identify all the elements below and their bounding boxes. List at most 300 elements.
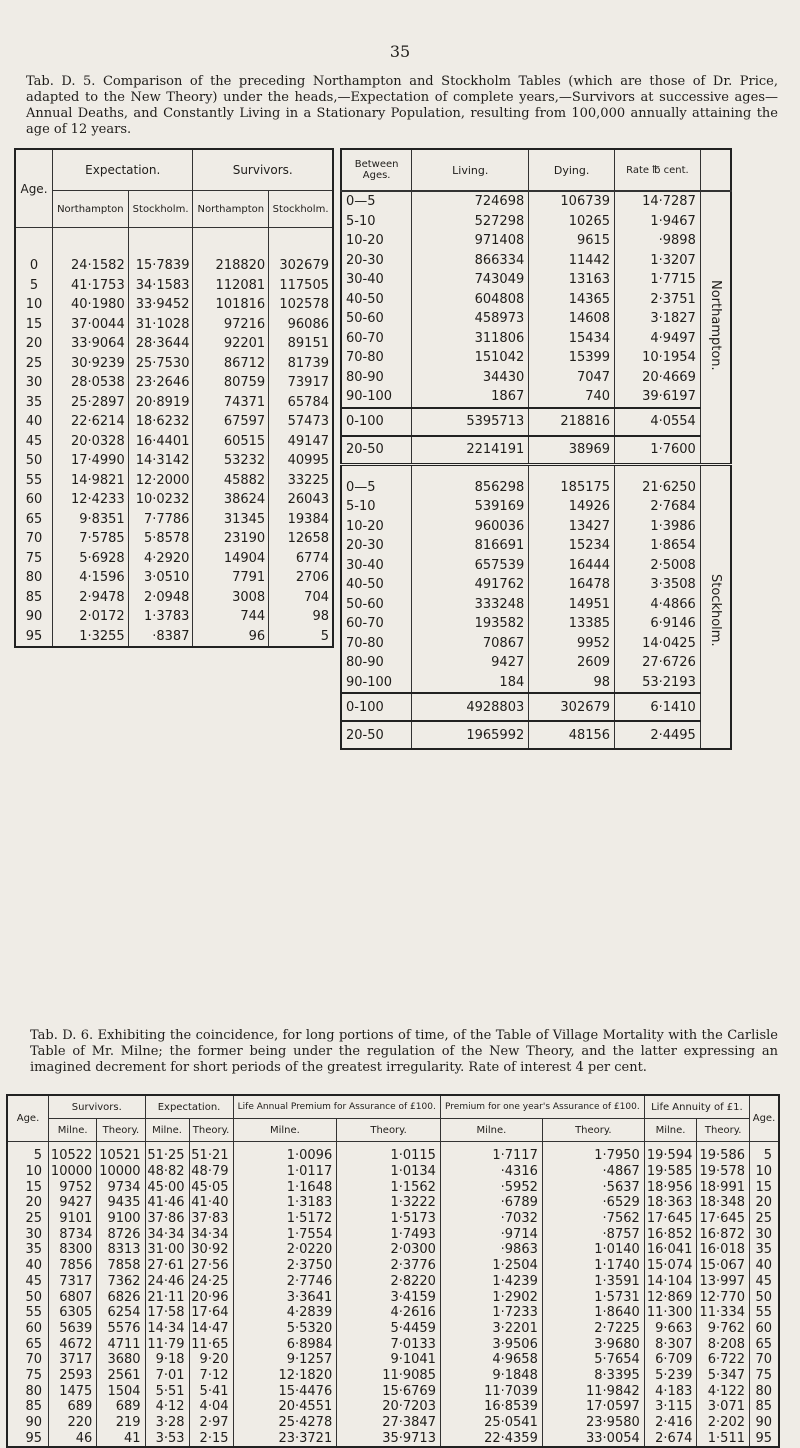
table-cell: 19·578	[697, 1164, 750, 1180]
table-row	[7, 1164, 779, 1180]
table-cell: 4·2839	[233, 1305, 337, 1321]
table-cell: 5395713	[412, 408, 529, 436]
table-cell: 2·5008	[615, 556, 701, 576]
table-cell: 16·852	[644, 1226, 697, 1242]
table-cell: 2·3776	[337, 1258, 441, 1274]
table-cell: 16·4401	[128, 432, 193, 452]
table-cell: 31·1028	[128, 315, 193, 335]
table-cell: 25·0541	[440, 1415, 542, 1431]
table-cell: 15	[7, 1179, 49, 1195]
table-cell: 15234	[529, 536, 615, 556]
table-cell: 14951	[529, 595, 615, 615]
table-cell: 4·04	[189, 1399, 233, 1415]
table-cell: 3·53	[145, 1430, 189, 1447]
table-cell: 5576	[97, 1321, 145, 1337]
table-cell: 17·0597	[542, 1399, 644, 1415]
table-cell: 20·0328	[53, 432, 129, 452]
table-cell: 90	[7, 1415, 49, 1431]
table-cell: 1·3255	[53, 627, 129, 648]
table-cell: 7·0133	[337, 1336, 441, 1352]
table-cell: 86712	[193, 354, 269, 374]
table-cell: 12·770	[697, 1289, 750, 1305]
table-cell: 17·645	[644, 1211, 697, 1227]
table-cell: 3·0510	[128, 568, 193, 588]
table-cell: 20·4551	[233, 1399, 337, 1415]
table-cell: 34·1583	[128, 276, 193, 296]
table-cell: 80759	[193, 373, 269, 393]
table-cell: 604808	[412, 290, 529, 310]
table-row	[7, 1211, 779, 1227]
table-row	[7, 1289, 779, 1305]
table-row	[7, 1226, 779, 1242]
table-cell: 2561	[97, 1368, 145, 1384]
table-row	[15, 295, 333, 315]
table-cell: 9·18	[145, 1352, 189, 1368]
table-cell: 11·334	[697, 1305, 750, 1321]
table-cell: ·8757	[542, 1226, 644, 1242]
table-cell: 1·511	[697, 1430, 750, 1447]
table-cell: 48·79	[189, 1164, 233, 1180]
table-cell: 12·1820	[233, 1368, 337, 1384]
table-row	[15, 334, 333, 354]
table-cell: 14904	[193, 549, 269, 569]
table-cell: 458973	[412, 309, 529, 329]
table-cell: 34430	[412, 368, 529, 388]
table-cell: 0	[15, 228, 53, 276]
table-cell: 10·0232	[128, 490, 193, 510]
table-cell: 0-100	[341, 693, 412, 721]
table-cell: 9·20	[189, 1352, 233, 1368]
table-cell: 527298	[412, 212, 529, 232]
table-cell: 3·071	[697, 1399, 750, 1415]
table-cell: 48156	[529, 721, 615, 749]
table-cell: 30	[15, 373, 53, 393]
table-cell: 8726	[97, 1226, 145, 1242]
table-cell: 70	[15, 529, 53, 549]
table-row	[7, 1195, 779, 1211]
table-cell: ·7032	[440, 1211, 542, 1227]
table-cell: 112081	[193, 276, 269, 296]
table-cell: 18·991	[697, 1179, 750, 1195]
table-cell: 3717	[49, 1352, 97, 1368]
table-cell: 1·7554	[233, 1226, 337, 1242]
table-cell: 20-30	[341, 251, 412, 271]
table-cell: 1·8654	[615, 536, 701, 556]
table-cell: 8313	[97, 1242, 145, 1258]
table-cell: 10265	[529, 212, 615, 232]
col-surv-stockholm: Stockholm.	[269, 191, 333, 228]
table-cell: 816691	[412, 536, 529, 556]
table-cell: 14·104	[644, 1274, 697, 1290]
table-cell: 25·2897	[53, 393, 129, 413]
table-row	[7, 1258, 779, 1274]
page-number: 35	[389, 42, 411, 61]
table-row	[341, 556, 731, 576]
table-cell: 1·3591	[542, 1274, 644, 1290]
table-cell: 1·3222	[337, 1195, 441, 1211]
table-cell: 856298	[412, 478, 529, 498]
table-cell: 40-50	[341, 575, 412, 595]
table-cell: 14·47	[189, 1321, 233, 1337]
table-cell: 5-10	[341, 212, 412, 232]
table-cell: 30	[755, 1226, 772, 1242]
table-cell: 89151	[287, 336, 329, 352]
table-cell: 60	[15, 490, 53, 510]
table-d6-caption: Tab. D. 6. Exhibiting the coincidence, for long portions of time, of the Table of Village Mortality with the Carlisle Table of Mr. Milne; the former being under the regulation of the New Theory, and the latter expressing an imagined decrement for short periods of the greatest irregularity. Rate of interest 4 per cent.	[30, 1028, 778, 1075]
table-cell: 2·7225	[542, 1321, 644, 1337]
col-one-year-premium: Premium for one year's Assurance of £100.	[440, 1095, 644, 1119]
table-cell: 15·074	[644, 1258, 697, 1274]
table-cell: 4·1596	[53, 568, 129, 588]
table-cell: 151042	[412, 348, 529, 368]
table-cell: 31345	[193, 510, 269, 530]
table-row	[7, 1399, 779, 1415]
table-row	[15, 432, 333, 452]
table-cell: 2·7746	[233, 1274, 337, 1290]
table-cell: 7858	[97, 1258, 145, 1274]
table-cell: 0—5	[341, 478, 412, 498]
col-exp-stockholm: Stockholm.	[128, 191, 193, 228]
table-cell: 90	[755, 1415, 772, 1431]
table-cell: 80-90	[341, 368, 412, 388]
table-cell: 5·5320	[233, 1321, 337, 1337]
table-cell: 5·239	[644, 1368, 697, 1384]
col-expectation: Expectation.	[145, 1095, 233, 1119]
col-annuity: Life Annuity of £1.	[644, 1095, 749, 1119]
table-cell: 85	[15, 588, 53, 608]
table-cell: 23·9580	[542, 1415, 644, 1431]
table-cell: 1·7600	[615, 436, 701, 465]
table-cell: 49147	[287, 433, 329, 449]
table-cell: 3·4159	[337, 1289, 441, 1305]
table-cell: 9·663	[644, 1321, 697, 1337]
table-cell: 15399	[529, 348, 615, 368]
table-cell: 50-60	[341, 595, 412, 615]
table-cell: 5639	[49, 1321, 97, 1337]
table-cell: 21·11	[145, 1289, 189, 1305]
table-cell: 2·4495	[615, 721, 701, 749]
table-cell: 65	[15, 510, 53, 530]
table-cell: 1·5173	[337, 1211, 441, 1227]
table-cell: 13385	[529, 614, 615, 634]
table-row	[341, 536, 731, 556]
table-cell: 20·96	[189, 1289, 233, 1305]
table-cell: 28·0538	[53, 373, 129, 393]
table-cell: 11·300	[644, 1305, 697, 1321]
table-cell: 90-100	[341, 673, 412, 694]
table-cell: 16·018	[697, 1242, 750, 1258]
col-milne: Milne.	[233, 1119, 337, 1142]
table-cell: 4928803	[412, 693, 529, 721]
table-cell: 98	[529, 673, 615, 694]
table-cell: ·4867	[542, 1164, 644, 1180]
col-theory: Theory.	[97, 1119, 145, 1142]
table-cell: 18·348	[697, 1195, 750, 1211]
table-cell: 55	[7, 1305, 49, 1321]
table-cell: 18·6232	[128, 412, 193, 432]
table-cell: 1·0140	[542, 1242, 644, 1258]
table-cell: 7·5785	[53, 529, 129, 549]
table-cell: 7·12	[189, 1368, 233, 1384]
table-cell: 41	[97, 1430, 145, 1447]
table-cell: 24·1582	[53, 228, 129, 276]
table-cell: 19·594	[644, 1142, 697, 1164]
table-cell: 35	[15, 393, 53, 413]
table-cell: 657539	[412, 556, 529, 576]
table-row	[7, 1383, 779, 1399]
col-age-right: Age.	[750, 1095, 780, 1142]
table-cell: 38969	[529, 436, 615, 465]
table-row	[15, 549, 333, 569]
table-cell: 81739	[287, 355, 329, 371]
table-cell: 0—5	[341, 191, 412, 212]
table-cell: 302679	[529, 693, 615, 721]
table-cell: 75	[7, 1368, 49, 1384]
table-cell: 106739	[529, 191, 615, 212]
col-living: Living.	[412, 149, 529, 191]
table-cell: 65	[755, 1336, 772, 1352]
table-cell: 1·5731	[542, 1289, 644, 1305]
table-cell: 11·9085	[337, 1368, 441, 1384]
table-cell: 31·00	[145, 1242, 189, 1258]
table-cell: 10000	[97, 1164, 145, 1180]
table-cell: 16478	[529, 575, 615, 595]
table-cell: 38624	[193, 490, 269, 510]
table-cell: 15·6769	[337, 1383, 441, 1399]
table-cell: 5-10	[341, 497, 412, 517]
table-cell: 218820	[193, 228, 269, 276]
table-cell: 3·9680	[542, 1336, 644, 1352]
table-cell: 57473	[287, 414, 329, 430]
table-cell: 9615	[529, 231, 615, 251]
table-cell: 1·0115	[337, 1142, 441, 1164]
table-cell: 3·3641	[233, 1289, 337, 1305]
table-row	[341, 653, 731, 673]
table-row	[15, 471, 333, 491]
table-cell: 9·1257	[233, 1352, 337, 1368]
table-cell: 4·2920	[128, 549, 193, 569]
table-row	[341, 478, 731, 498]
col-between-ages: Between Ages.	[341, 149, 412, 191]
table-cell: 11442	[529, 251, 615, 271]
table-cell: 20-50	[341, 436, 412, 465]
table-cell: 2·0300	[337, 1242, 441, 1258]
table-cell: 1·2504	[440, 1258, 542, 1274]
table-row	[341, 673, 731, 694]
col-theory: Theory.	[697, 1119, 750, 1142]
table-cell: 102578	[279, 297, 329, 313]
table-cell: 2593	[49, 1368, 97, 1384]
table-cell: 95	[15, 627, 53, 648]
table-cell: 13·997	[697, 1274, 750, 1290]
table-cell: 25	[15, 354, 53, 374]
table-cell: 2·0948	[128, 588, 193, 608]
table-cell: 50-60	[341, 309, 412, 329]
table-cell: 70-80	[341, 634, 412, 654]
table-cell: 50	[7, 1289, 49, 1305]
table-cell: 97216	[193, 315, 269, 335]
table-cell: 184	[412, 673, 529, 694]
table-cell: 7791	[193, 568, 269, 588]
table-cell: 311806	[412, 329, 529, 349]
table-cell: 1·0134	[337, 1164, 441, 1180]
table-cell: 6·9146	[615, 614, 701, 634]
table-cell: 1·9467	[615, 212, 701, 232]
table-cell: 20·7203	[337, 1399, 441, 1415]
table-cell: 55	[755, 1305, 772, 1321]
table-d5-caption: Tab. D. 5. Comparison of the preceding Northampton and Stockholm Tables (which are those of Dr. Price, adapted to the New Theory) under the heads,—Expectation of complete years,—Survivors at successive ages—Annual Deaths, and Constantly Living in a Stationary Population, resulting from 100,000 annually attaining the age of 12 years.	[26, 74, 778, 137]
table-cell: 27·61	[145, 1258, 189, 1274]
table-cell: 5·4459	[337, 1321, 441, 1337]
table-cell: 70-80	[341, 348, 412, 368]
total-row	[341, 408, 731, 436]
col-theory: Theory.	[189, 1119, 233, 1142]
table-cell: 5·7654	[542, 1352, 644, 1368]
table-cell: 2·0220	[233, 1242, 337, 1258]
table-cell: 3·1827	[615, 309, 701, 329]
table-cell: 4·183	[644, 1383, 697, 1399]
table-cell: 70	[7, 1352, 49, 1368]
table-row	[341, 368, 731, 388]
table-cell: 20·4669	[615, 368, 701, 388]
table-cell: 25·7530	[128, 354, 193, 374]
table-cell: 6·709	[644, 1352, 697, 1368]
table-cell: 14·9821	[53, 471, 129, 491]
table-cell: 30-40	[341, 270, 412, 290]
col-survivors: Survivors.	[193, 149, 333, 191]
table-cell: 5	[763, 1148, 772, 1164]
table-cell: 10000	[49, 1164, 97, 1180]
table-cell: 218816	[529, 408, 615, 436]
table-row	[7, 1321, 779, 1337]
table-cell: 704	[304, 589, 329, 605]
total-row	[341, 693, 731, 721]
table-cell: 20	[15, 334, 53, 354]
table-cell: 20	[7, 1195, 49, 1211]
table-cell: 1·2902	[440, 1289, 542, 1305]
table-cell: 14365	[529, 290, 615, 310]
table-cell: 689	[49, 1399, 97, 1415]
table-cell: 6807	[49, 1289, 97, 1305]
table-row	[7, 1274, 779, 1290]
table-cell: 5·6928	[53, 549, 129, 569]
table-cell: 45·05	[189, 1179, 233, 1195]
col-theory: Theory.	[542, 1119, 644, 1142]
table-row	[7, 1142, 779, 1164]
stockholm-label	[700, 478, 731, 750]
table-cell: 33·9452	[128, 295, 193, 315]
col-milne: Milne.	[644, 1119, 697, 1142]
table-cell: 9427	[412, 653, 529, 673]
table-cell: 12·2000	[128, 471, 193, 491]
table-cell: 8300	[49, 1242, 97, 1258]
table-cell: 40-50	[341, 290, 412, 310]
table-cell: ·9863	[440, 1242, 542, 1258]
table-cell: 333248	[412, 595, 529, 615]
table-cell: ·5952	[440, 1179, 542, 1195]
table-cell: 11·7039	[440, 1383, 542, 1399]
table-cell: 96086	[287, 316, 329, 332]
table-cell: 13163	[529, 270, 615, 290]
table-cell: 85	[755, 1399, 772, 1415]
table-cell: 4672	[49, 1336, 97, 1352]
table-cell: 12·4233	[53, 490, 129, 510]
table-cell: 971408	[412, 231, 529, 251]
table-cell: 2706	[295, 570, 329, 586]
table-cell: 48·82	[145, 1164, 189, 1180]
table-row	[15, 228, 333, 276]
table-cell: 2·416	[644, 1415, 697, 1431]
table-cell: 17·645	[697, 1211, 750, 1227]
table-cell: 6·1410	[615, 693, 701, 721]
table-cell: 101816	[193, 295, 269, 315]
table-cell: 98	[312, 609, 329, 625]
table-cell: 9100	[97, 1211, 145, 1227]
table-cell: 2·3751	[615, 290, 701, 310]
table-cell: 40995	[287, 453, 329, 469]
table-row	[341, 290, 731, 310]
stockholm-label-text: Stockholm.	[707, 574, 723, 648]
table-cell: 45	[7, 1274, 49, 1290]
table-cell: 14·3142	[128, 451, 193, 471]
table-cell: 37·86	[145, 1211, 189, 1227]
table-cell: 17·64	[189, 1305, 233, 1321]
table-cell: 25	[755, 1211, 772, 1227]
table-cell: 3·115	[644, 1399, 697, 1415]
table-cell: 55	[15, 471, 53, 491]
table-cell: 16·041	[644, 1242, 697, 1258]
table-cell: 117505	[279, 277, 329, 293]
table-cell: 90	[15, 607, 53, 627]
table-row	[341, 634, 731, 654]
table-cell: ·9714	[440, 1226, 542, 1242]
table-cell: ·8387	[128, 627, 193, 648]
table-cell: 1·7950	[542, 1142, 644, 1164]
table-cell: 75	[755, 1367, 772, 1383]
table-cell: 23·3721	[233, 1430, 337, 1447]
table-row	[341, 348, 731, 368]
table-cell: 866334	[412, 251, 529, 271]
table-cell: 2·3750	[233, 1258, 337, 1274]
table-cell: 220	[49, 1415, 97, 1431]
table-row	[15, 510, 333, 530]
table-cell: 73917	[287, 375, 329, 391]
table-cell: 41·1753	[53, 276, 129, 296]
table-cell: ·5637	[542, 1179, 644, 1195]
table-cell: 19·586	[697, 1142, 750, 1164]
table-cell: 1·4239	[440, 1274, 542, 1290]
col-life-premium: Life Annual Premium for Assurance of £100.	[233, 1095, 440, 1119]
table-cell: 24·25	[189, 1274, 233, 1290]
table-cell: 22·6214	[53, 412, 129, 432]
table-cell: 6826	[97, 1289, 145, 1305]
table-cell: 5·8578	[128, 529, 193, 549]
table-cell: 4·0554	[615, 408, 701, 436]
table-cell: 5	[7, 1142, 49, 1164]
table-cell: 22·4359	[440, 1430, 542, 1447]
table-cell: 1·5172	[233, 1211, 337, 1227]
table-row	[7, 1430, 779, 1447]
table-cell: 724698	[412, 191, 529, 212]
table-cell: 5	[320, 628, 329, 644]
table-cell: 20·8919	[128, 393, 193, 413]
total-row	[341, 721, 731, 749]
table-cell: 95	[755, 1430, 772, 1446]
table-cell: 10521	[97, 1142, 145, 1164]
table-cell: 74371	[193, 393, 269, 413]
table-row	[15, 607, 333, 627]
table-cell: 2214191	[412, 436, 529, 465]
